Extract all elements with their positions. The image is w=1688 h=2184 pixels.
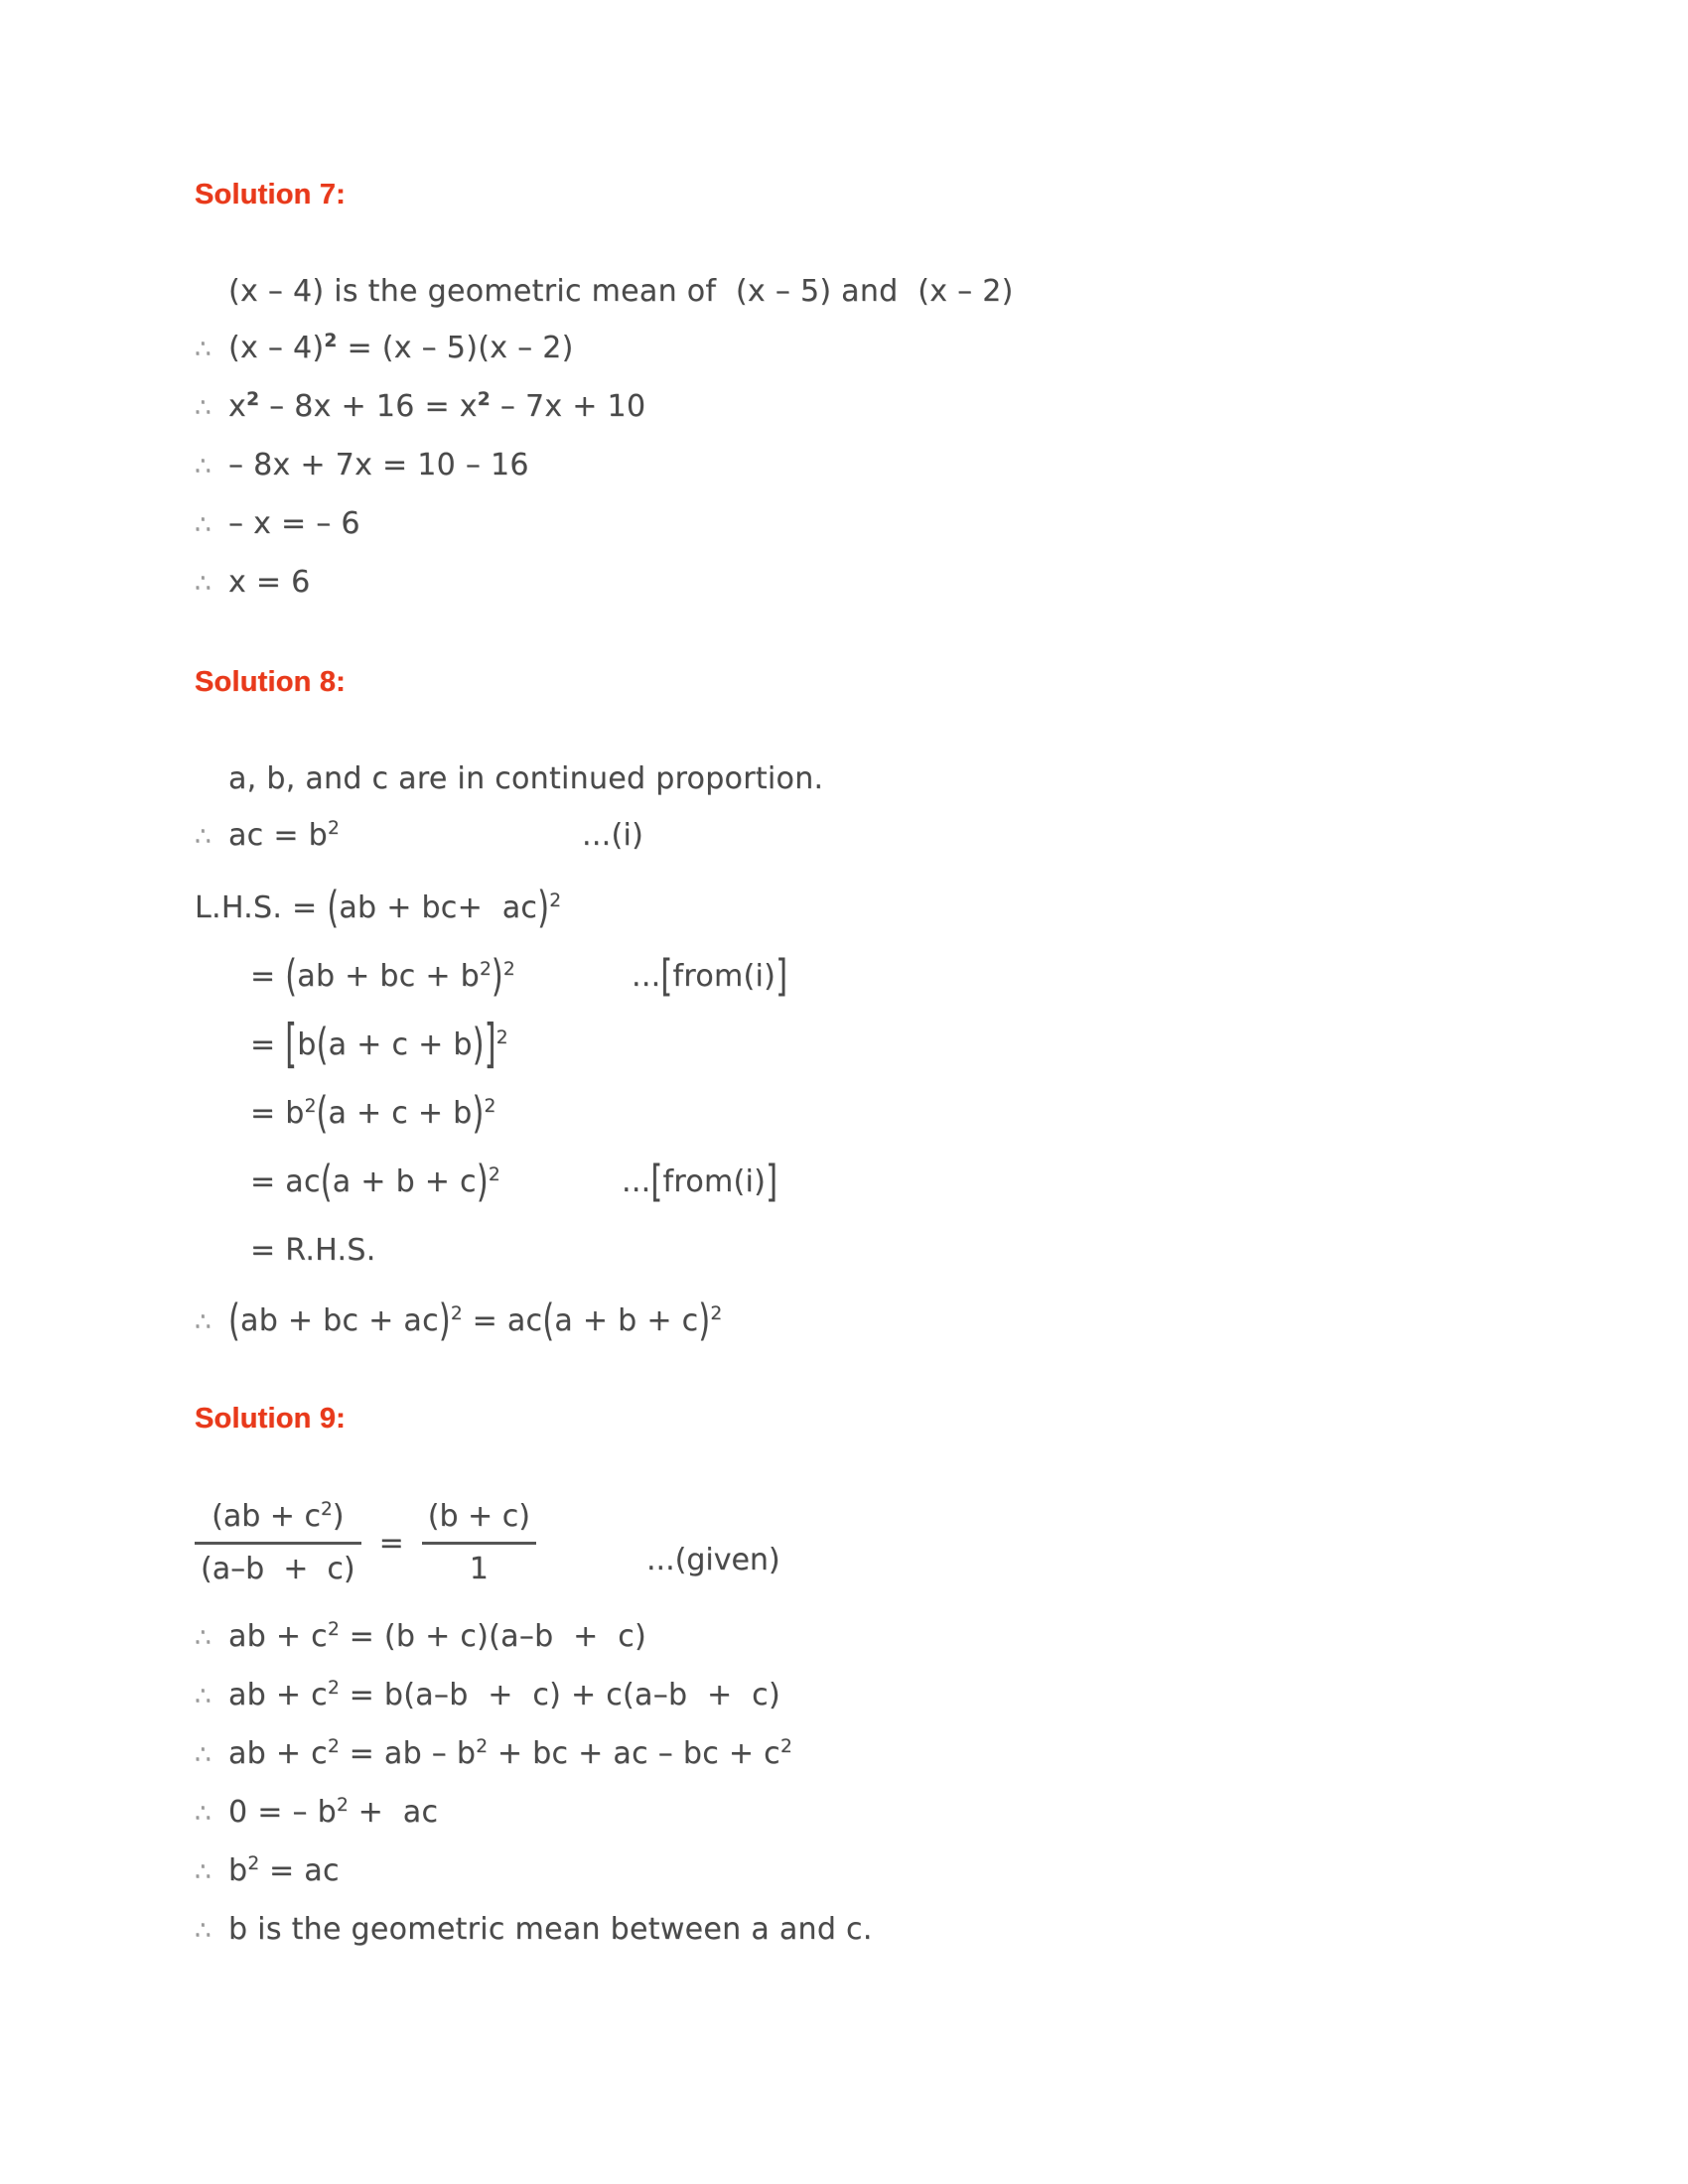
therefore-icon: ∴	[195, 335, 211, 364]
math-text: (x – 4)$^2$ = (x – 5)(x – 2)	[228, 331, 574, 365]
math-line	[195, 495, 1485, 554]
math-line	[195, 1014, 1485, 1076]
right-denominator: 1	[469, 1551, 489, 1586]
math-line	[195, 554, 1485, 613]
math-line	[195, 880, 1485, 936]
math-text: (x – 4) is the geometric mean of (x – 5) and (x – 2)	[228, 274, 1014, 309]
therefore-icon: ∴	[195, 1916, 211, 1946]
math-line	[195, 1154, 1485, 1210]
math-text: = $b^2(a + c + b)^2$	[250, 1088, 496, 1139]
math-text: (ab + bc + $ac)^2 = ac(a + b + c)^2$	[228, 1296, 723, 1346]
math-text: b is the geometric mean between a and c.	[228, 1912, 873, 1947]
math-line	[195, 263, 1485, 320]
therefore-icon: ∴	[195, 1623, 211, 1653]
math-text: = (ab + bc + $b^2)^2$	[250, 951, 515, 1002]
math-text: L.H.S. = (ab + bc+ ac)$^2$	[195, 883, 562, 933]
solution-8-body	[195, 751, 1485, 1351]
solution-7-body	[195, 263, 1485, 613]
math-line	[195, 751, 1485, 807]
math-note: ...[from(i)]	[622, 1157, 778, 1207]
right-fraction	[422, 1493, 536, 1593]
given-note: ...(given)	[646, 1543, 780, 1577]
math-text: ac = $b^2$	[228, 818, 340, 853]
math-line	[195, 1222, 1485, 1279]
fraction-bar	[195, 1542, 361, 1545]
math-text: = $[b(a + c + b)]^2$	[250, 1014, 508, 1076]
fraction-bar	[422, 1542, 536, 1545]
math-line	[195, 1085, 1485, 1142]
math-text: ab + $c^2 = (b + c)(a-b + c)$	[228, 1619, 647, 1654]
math-line	[195, 1901, 1485, 1960]
therefore-icon: ∴	[195, 1857, 211, 1887]
math-text: a, b, and c are in continued proportion.	[228, 761, 824, 796]
left-fraction	[195, 1493, 361, 1593]
therefore-icon: ∴	[195, 1799, 211, 1829]
math-line	[195, 1608, 1485, 1667]
math-text: – x = – 6	[228, 506, 360, 541]
math-text: = R.H.S.	[250, 1233, 376, 1268]
math-text: 0 = – $b^2$ + ac	[228, 1795, 439, 1830]
therefore-icon: ∴	[195, 1740, 211, 1770]
therefore-icon: ∴	[195, 822, 211, 852]
solution-8-heading: Solution 8:	[195, 666, 347, 698]
math-line	[195, 378, 1485, 437]
solution-9-body	[195, 1487, 1485, 1960]
math-line	[195, 437, 1485, 495]
solution-7-heading: Solution 7:	[195, 179, 347, 210]
math-line	[195, 1843, 1485, 1901]
therefore-icon: ∴	[195, 569, 211, 599]
math-text: $b^2$ = ac	[228, 1853, 340, 1888]
therefore-icon: ∴	[195, 393, 211, 423]
math-text: ab + $c^2 = b(a-b + c) + c(a-b + c)$	[228, 1678, 780, 1712]
math-line	[195, 1293, 1485, 1351]
solution-9-heading: Solution 9:	[195, 1403, 347, 1434]
math-line	[195, 320, 1485, 378]
math-line	[195, 1725, 1485, 1784]
math-text: ab + $c^2$ = ab – $b^2$ + bc + ac – bc + $c^2$	[228, 1736, 792, 1771]
left-numerator: $(ab + c^2)$	[211, 1498, 345, 1534]
therefore-icon: ∴	[195, 452, 211, 481]
math-line	[195, 807, 1485, 866]
math-text: x = 6	[228, 565, 311, 600]
fraction-equation	[195, 1487, 1485, 1598]
left-denominator: (a–b + c)	[201, 1551, 355, 1586]
math-text: $x^2 - 8x + 16 = x^2 - 7x + 10$	[228, 389, 646, 424]
math-line	[195, 1784, 1485, 1843]
therefore-icon: ∴	[195, 1307, 211, 1337]
document-content	[195, 179, 1485, 1960]
therefore-icon: ∴	[195, 510, 211, 540]
right-numerator: (b + c)	[427, 1498, 530, 1534]
math-line	[195, 1667, 1485, 1725]
math-text: = $ac(a + b + c)^2$	[250, 1157, 500, 1207]
equals-sign: =	[378, 1525, 404, 1561]
math-note: ...[from(i)]	[632, 951, 788, 1002]
math-line	[195, 948, 1485, 1005]
math-note: ...(i)	[582, 818, 644, 853]
math-text: – 8x + 7x = 10 – 16	[228, 448, 529, 482]
therefore-icon: ∴	[195, 1682, 211, 1711]
